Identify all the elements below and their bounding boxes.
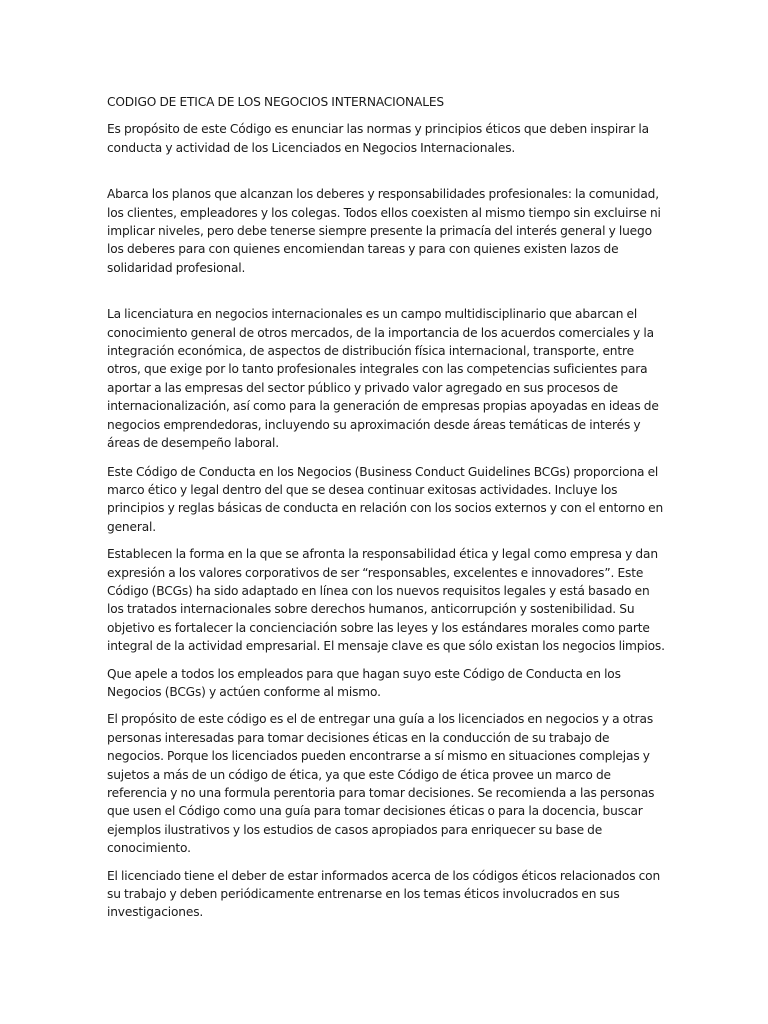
document-title: CODIGO DE ETICA DE LOS NEGOCIOS INTERNACIONALES bbox=[107, 95, 444, 109]
paragraph-conduct-guidelines: Este Código de Conducta en los Negocios (Business Conduct Guidelines BCGs) proporciona el marco ético y legal dentro del que se desea continuar exitosas actividades. Incluye los principios y reglas básicas de conducta en relación con los socios externos y con el entorno en general. bbox=[107, 464, 664, 534]
paragraph-responsibility: Establecen la forma en la que se afronta la responsabilidad ética y legal como empresa y dan expresión a los valores corporativos de ser “responsables, excelentes e innovadores”. Este Código (BCGs) ha sido adaptado en línea con los nuevos requisitos legales y está basado en los tratados internacionales sobre derechos humanos, anticorrupción y sostenibilidad. Su objetivo es fortalecer la concienciación sobre las leyes y los estándares morales como parte integral de la actividad empresarial. El mensaje clave es que sólo existan los negocios limpios. bbox=[107, 547, 665, 654]
paragraph-scope: Abarca los planos que alcanzan los deberes y responsabilidades profesionales: la comunidad, los clientes, empleadores y los colegas. Todos ellos coexisten al mismo tiempo sin excluirse ni implicar niveles, pero debe tenerse siempre presente la primacía del interés general y luego los deberes para con quienes encomiendan tareas y para con quienes existen lazos de solidaridad profesional. bbox=[107, 187, 661, 275]
document-body bbox=[107, 93, 667, 922]
paragraph-degree-description: La licenciatura en negocios internacionales es un campo multidisciplinario que abarcan el conocimiento general de otros mercados, de la importancia de los acuerdos comerciales y la integración económica, de aspectos de distribución física internacional, transporte, entre otros, que exige por lo tanto profesionales integrales con las competencias suficientes para aportar a las empresas del sector público y privado valor agregado en sus procesos de internacionalización, así como para la generación de empresas propias apoyadas en ideas de negocios emprendedoras, incluyendo su aproximación desde áreas temáticas de interés y áreas de desempeño laboral. bbox=[107, 307, 659, 451]
paragraph-purpose: Es propósito de este Código es enunciar las normas y principios éticos que deben inspirar la conducta y actividad de los Licenciados en Negocios Internacionales. bbox=[107, 122, 649, 155]
paragraph-employee-appeal: Que apele a todos los empleados para que hagan suyo este Código de Conducta en los Negocios (BCGs) y actúen conforme al mismo. bbox=[107, 666, 621, 699]
paragraph-duty: El licenciado tiene el deber de estar informados acerca de los códigos éticos relacionados con su trabajo y deben periódicamente entrenarse en los temas éticos involucrados en sus investigaciones. bbox=[107, 868, 661, 920]
paragraph-code-purpose: El propósito de este código es el de entregar una guía a los licenciados en negocios y a otras personas interesadas para tomar decisiones éticas en la conducción de su trabajo de negocios. Porque los licenciados pueden encontrarse a sí mismo en situaciones complejas y sujetos a más de un código de ética, ya que este Código de ética provee un marco de referencia y no una formula perentoria para tomar decisiones. Se recomienda a las personas que usen el Código como una guía para tomar decisiones éticas o para la docencia, buscar ejemplos ilustrativos y los estudios de casos apropiados para enriquecer su base de conocimiento. bbox=[107, 712, 655, 856]
